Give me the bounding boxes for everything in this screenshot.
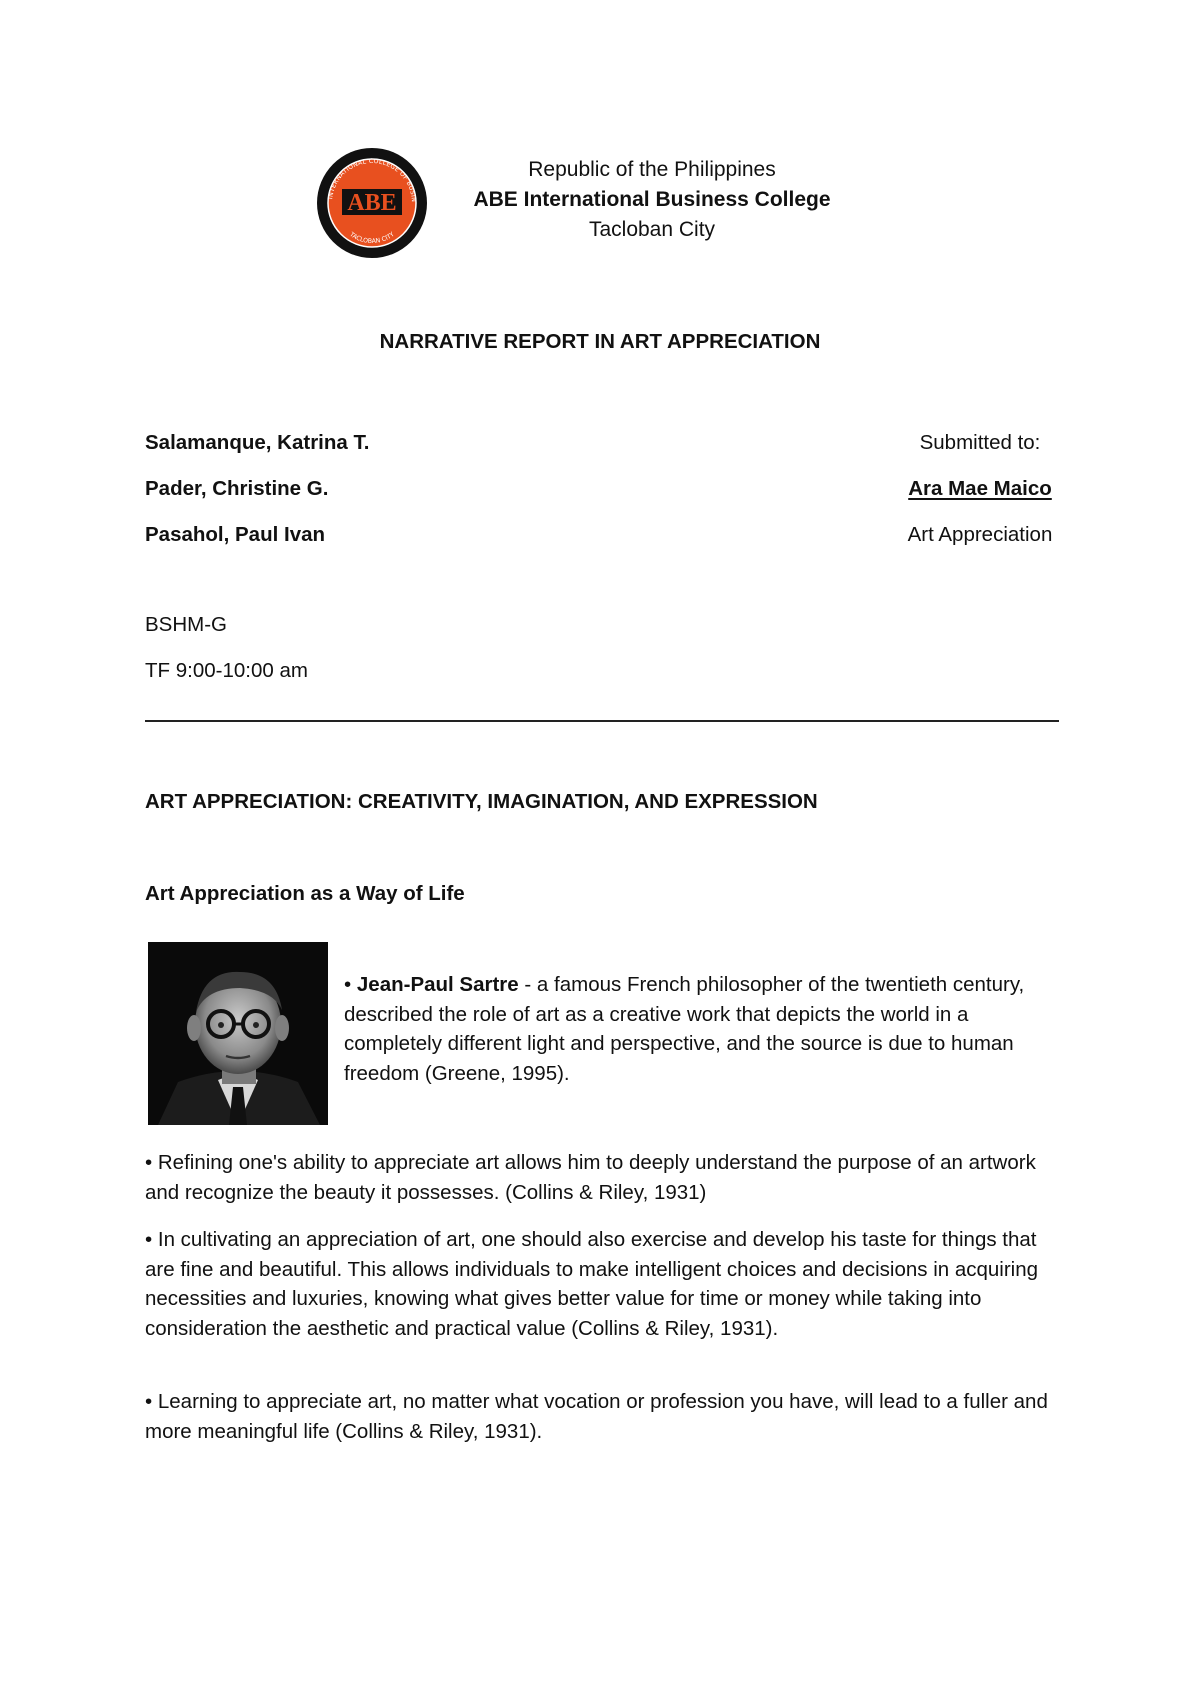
svg-text:ABE: ABE [347, 190, 397, 216]
body-paragraph: • Learning to appreciate art, no matter what vocation or profession you have, will lead to a fuller and more meaningful life (Collins & Riley, 1931). [145, 1390, 1048, 1443]
sartre-description: - a famous French philosopher of the twentieth century, described the role of art as a creative work that depicts the world in a completely different light and perspective, and the source is due to human freedom (Greene, 1995). [344, 973, 1025, 1085]
submission-block [880, 420, 1080, 558]
svg-text:ABE INTERNATIONAL COLLEGE OF B: INTERNATIONAL COLLEGE OF BUSIN [327, 157, 418, 203]
svg-text:TACLOBAN CITY: TACLOBAN CITY [348, 231, 396, 246]
subject-name: Art Appreciation [907, 523, 1053, 546]
main-heading: ART APPRECIATION: CREATIVITY, IMAGINATION, AND EXPRESSION [145, 790, 818, 813]
student-list [145, 420, 369, 558]
portrait-photo [148, 942, 328, 1125]
section-label: BSHM-G [145, 613, 227, 636]
header-city: Tacloban City [588, 218, 716, 241]
header-country: Republic of the Philippines [528, 158, 776, 181]
student-name: Pader, Christine G. [145, 477, 329, 500]
bullet: • [344, 973, 352, 996]
report-title: NARRATIVE REPORT IN ART APPRECIATION [379, 330, 821, 353]
horizontal-divider [145, 720, 1059, 722]
teacher-name: Ara Mae Maico [908, 477, 1052, 500]
body-paragraph: • In cultivating an appreciation of art, one should also exercise and develop his taste for things that are fine and beautiful. This allows individuals to make intelligent choices and decisions in acquiring necessities and luxuries, knowing what gives better value for time or money while taking into consideration the aesthetic and practical value (Collins & Riley, 1931). [145, 1228, 1039, 1340]
header-college-name: ABE International Business College [473, 188, 831, 211]
philosopher-name: Jean-Paul Sartre [356, 973, 519, 996]
class-info [145, 602, 308, 694]
student-name: Pasahol, Paul Ivan [145, 523, 326, 546]
body-paragraph: • Refining one's ability to appreciate art allows him to deeply understand the purpose of an artwork and recognize the beauty it possesses. (Collins & Riley, 1931) [145, 1151, 1036, 1204]
institution-header [400, 155, 904, 245]
schedule-label: TF 9:00-10:00 am [145, 659, 308, 682]
sartre-paragraph [344, 970, 1044, 1088]
submitted-to-label: Submitted to: [919, 431, 1041, 454]
sub-heading: Art Appreciation as a Way of Life [145, 882, 465, 905]
student-name: Salamanque, Katrina T. [145, 431, 370, 454]
